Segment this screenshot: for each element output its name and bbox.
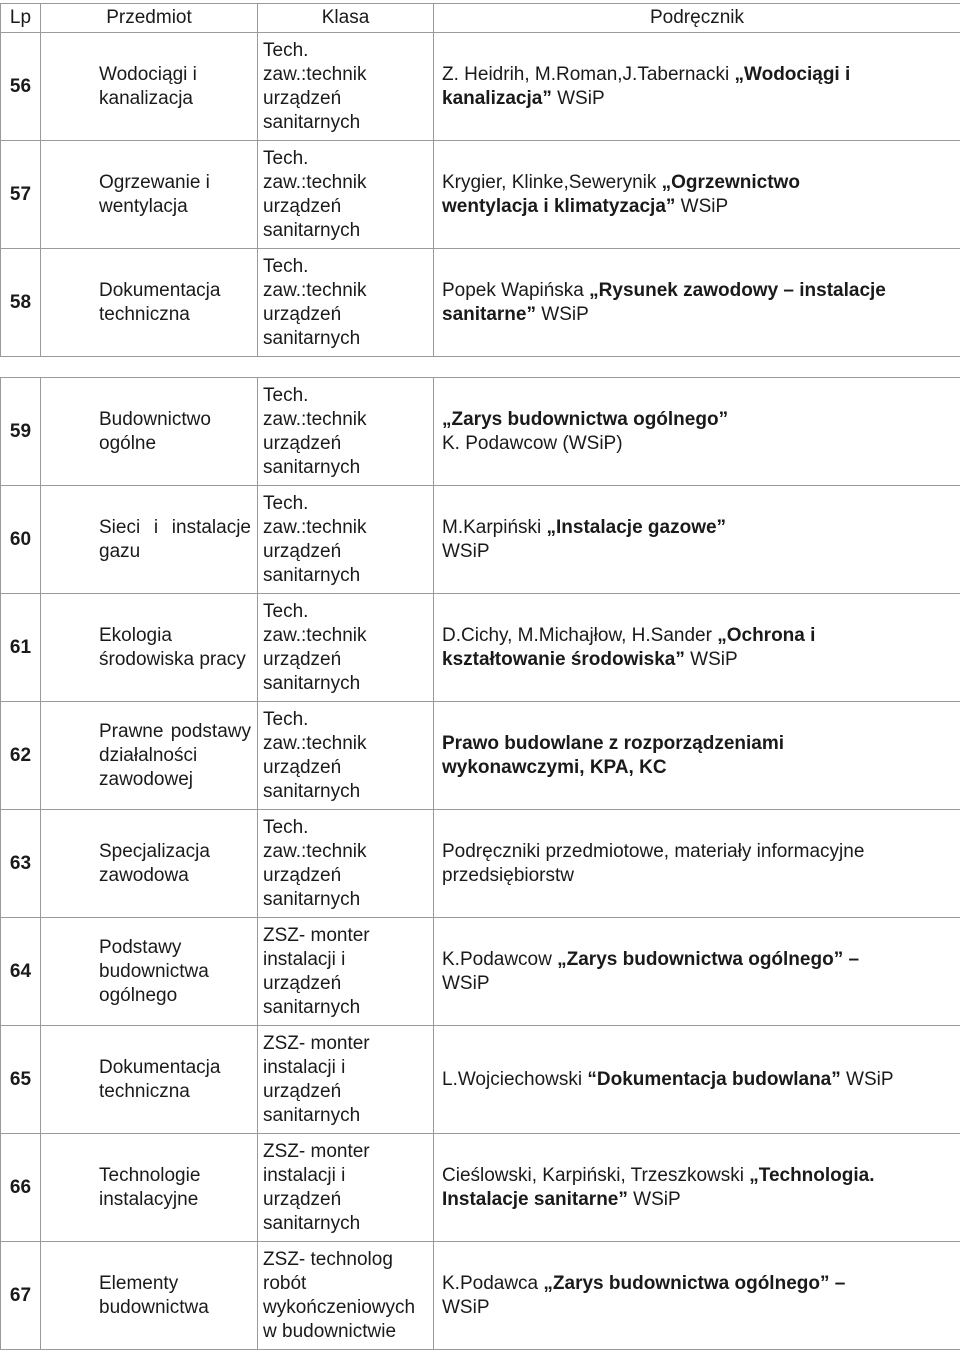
textbook-text: Z. Heidrih, M.Roman,J.Tabernacki	[442, 63, 735, 85]
subject-line: Ogrzewanie i	[99, 171, 210, 193]
row-number: 59	[1, 378, 41, 486]
textbook-line	[442, 972, 960, 996]
subject-line: instalacyjne	[99, 1188, 199, 1210]
class-line: Tech.	[263, 39, 309, 61]
table-row	[1, 594, 960, 702]
class-line: Tech.	[263, 708, 309, 730]
textbook-line	[442, 408, 960, 432]
textbook-cell	[434, 1026, 960, 1134]
class-line: sanitarnych	[263, 219, 361, 241]
textbook-text: L.Wojciechowski	[442, 1068, 588, 1090]
textbook-line	[442, 540, 960, 564]
class-line: sanitarnych	[263, 564, 361, 586]
class-cell	[258, 33, 434, 141]
textbook-line	[442, 648, 960, 672]
class-line: robót	[263, 1272, 307, 1294]
table-row	[1, 1026, 960, 1134]
row-number: 64	[1, 918, 41, 1026]
subject-line: Dokumentacja	[99, 279, 221, 301]
subject-line: środowiska pracy	[99, 648, 246, 670]
class-line: sanitarnych	[263, 672, 361, 694]
class-line: Tech.	[263, 255, 309, 277]
row-number: 66	[1, 1134, 41, 1242]
textbook-text: WSiP	[535, 303, 589, 325]
class-line: zaw.:technik	[263, 840, 367, 862]
textbook-text: sanitarne”	[442, 303, 536, 325]
subject-line: techniczna	[99, 1080, 190, 1102]
subject-line: Prawne podstawy	[99, 720, 251, 742]
textbook-cell	[434, 141, 960, 249]
textbook-line	[442, 516, 960, 540]
textbook-text: Prawo budowlane z rozporządzeniami	[442, 732, 785, 754]
subject-cell	[41, 1026, 258, 1134]
subject-cell	[41, 702, 258, 810]
subject-line: budownictwa	[99, 960, 209, 982]
class-line: urządzeń	[263, 303, 342, 325]
subject-line: zawodowa	[99, 864, 189, 886]
class-line: instalacji i	[263, 1164, 346, 1186]
class-line: urządzeń	[263, 972, 342, 994]
class-line: ZSZ- monter	[263, 1140, 370, 1162]
class-line: Tech.	[263, 384, 309, 406]
textbook-text: Krygier, Klinke,Sewerynik	[442, 171, 662, 193]
textbook-line	[442, 1296, 960, 1320]
textbook-text: K. Podawcow (WSiP)	[442, 432, 623, 454]
class-line: Tech.	[263, 492, 309, 514]
textbook-text: K.Podawcow	[442, 948, 558, 970]
row-number: 67	[1, 1242, 41, 1350]
subject-line: Technologie	[99, 1164, 201, 1186]
class-line: urządzeń	[263, 195, 342, 217]
textbook-line	[442, 864, 960, 888]
class-line: w budownictwie	[263, 1320, 397, 1342]
subject-cell	[41, 33, 258, 141]
class-cell	[258, 810, 434, 918]
subject-line: Wodociągi i	[99, 63, 197, 85]
table-row	[1, 486, 960, 594]
textbook-line	[442, 624, 960, 648]
row-number: 63	[1, 810, 41, 918]
class-line: urządzeń	[263, 1080, 342, 1102]
textbook-text: „Zarys budownictwa ogólnego”	[442, 408, 729, 430]
subject-cell	[41, 378, 258, 486]
row-number: 65	[1, 1026, 41, 1134]
class-line: sanitarnych	[263, 780, 361, 802]
subject-line: Ekologia	[99, 624, 172, 646]
class-line: urządzeń	[263, 432, 342, 454]
textbook-table-top	[0, 3, 960, 357]
subject-cell	[41, 486, 258, 594]
subject-line: Specjalizacja	[99, 840, 210, 862]
table-row	[1, 810, 960, 918]
textbook-table-bottom	[0, 377, 960, 1350]
textbook-cell	[434, 378, 960, 486]
class-line: zaw.:technik	[263, 408, 367, 430]
textbook-text: Cieślowski, Karpiński, Trzeszkowski	[442, 1164, 750, 1186]
class-line: Tech.	[263, 600, 309, 622]
table-row	[1, 378, 960, 486]
textbook-cell	[434, 918, 960, 1026]
subject-cell	[41, 810, 258, 918]
class-line: sanitarnych	[263, 456, 361, 478]
class-line: ZSZ- technolog	[263, 1248, 393, 1270]
class-cell	[258, 249, 434, 357]
textbook-text: „Ogrzewnictwo	[661, 171, 800, 193]
class-line: ZSZ- monter	[263, 924, 370, 946]
row-number: 58	[1, 249, 41, 357]
textbook-cell	[434, 594, 960, 702]
subject-line: Budownictwo	[99, 408, 211, 430]
class-line: zaw.:technik	[263, 624, 367, 646]
textbook-cell	[434, 702, 960, 810]
textbook-line	[442, 432, 960, 456]
subject-line: budownictwa	[99, 1296, 209, 1318]
textbook-line	[442, 63, 960, 87]
class-cell	[258, 141, 434, 249]
class-line: sanitarnych	[263, 111, 361, 133]
class-cell	[258, 378, 434, 486]
subject-line: techniczna	[99, 303, 190, 325]
row-number: 61	[1, 594, 41, 702]
table-header-row	[1, 4, 960, 33]
header-subject: Przedmiot	[41, 4, 258, 33]
subject-line: ogólnego	[99, 984, 178, 1006]
row-number: 62	[1, 702, 41, 810]
subject-line: ogólne	[99, 432, 157, 454]
textbook-cell	[434, 1242, 960, 1350]
textbook-cell	[434, 810, 960, 918]
textbook-cell	[434, 486, 960, 594]
class-line: wykończeniowych	[263, 1296, 416, 1318]
subject-line: Elementy	[99, 1272, 179, 1294]
class-cell	[258, 486, 434, 594]
textbook-text: WSiP	[627, 1188, 681, 1210]
textbook-text: WSiP	[675, 195, 729, 217]
textbook-text: Popek Wapińska	[442, 279, 590, 301]
class-cell	[258, 702, 434, 810]
textbook-line	[442, 303, 960, 327]
class-cell	[258, 1242, 434, 1350]
class-cell	[258, 1134, 434, 1242]
textbook-text: M.Karpiński	[442, 516, 547, 538]
subject-cell	[41, 594, 258, 702]
textbook-text: WSiP	[442, 1296, 490, 1318]
textbook-line	[442, 948, 960, 972]
textbook-text: „Zarys budownictwa ogólnego” –	[543, 1272, 846, 1294]
subject-cell	[41, 1242, 258, 1350]
textbook-line	[442, 840, 960, 864]
class-line: urządzeń	[263, 87, 342, 109]
table-row	[1, 918, 960, 1026]
textbook-line	[442, 1164, 960, 1188]
textbook-cell	[434, 249, 960, 357]
class-line: urządzeń	[263, 756, 342, 778]
textbook-text: WSiP	[442, 972, 490, 994]
class-line: zaw.:technik	[263, 63, 367, 85]
class-line: instalacji i	[263, 948, 346, 970]
textbook-text: K.Podawca	[442, 1272, 544, 1294]
textbook-text: WSiP	[442, 540, 490, 562]
table-row	[1, 141, 960, 249]
textbook-cell	[434, 33, 960, 141]
class-line: Tech.	[263, 816, 309, 838]
textbook-line	[442, 756, 960, 780]
class-line: sanitarnych	[263, 1104, 361, 1126]
textbook-line	[442, 1188, 960, 1212]
header-class: Klasa	[258, 4, 434, 33]
class-line: instalacji i	[263, 1056, 346, 1078]
subject-cell	[41, 249, 258, 357]
textbook-text: „Zarys budownictwa ogólnego” –	[557, 948, 860, 970]
subject-cell	[41, 918, 258, 1026]
subject-line: Podstawy	[99, 936, 182, 958]
table-row	[1, 1242, 960, 1350]
table-row	[1, 249, 960, 357]
textbook-line	[442, 87, 960, 111]
subject-line: Dokumentacja	[99, 1056, 221, 1078]
row-number: 57	[1, 141, 41, 249]
table-row	[1, 702, 960, 810]
class-line: sanitarnych	[263, 996, 361, 1018]
textbook-text: WSiP	[551, 87, 605, 109]
textbook-line	[442, 732, 960, 756]
textbook-text: D.Cichy, M.Michajłow, H.Sander	[442, 624, 718, 646]
subject-line: zawodowej	[99, 768, 193, 790]
class-line: urządzeń	[263, 1188, 342, 1210]
textbook-line	[442, 1272, 960, 1296]
textbook-text: kształtowanie środowiska”	[442, 648, 685, 670]
textbook-text: WSiP	[840, 1068, 894, 1090]
subject-line: gazu	[99, 540, 141, 562]
class-line: zaw.:technik	[263, 516, 367, 538]
table-row	[1, 33, 960, 141]
textbook-text: „Ochrona i	[717, 624, 816, 646]
table-row	[1, 1134, 960, 1242]
row-number: 60	[1, 486, 41, 594]
subject-line: kanalizacja	[99, 87, 193, 109]
subject-line: wentylacja	[99, 195, 188, 217]
class-line: urządzeń	[263, 648, 342, 670]
class-line: sanitarnych	[263, 1212, 361, 1234]
textbook-text: Instalacje sanitarne”	[442, 1188, 628, 1210]
subject-line: Sieci i instalacje	[99, 516, 251, 538]
textbook-text: WSiP	[684, 648, 738, 670]
class-cell	[258, 918, 434, 1026]
textbook-line	[442, 1068, 960, 1092]
class-line: Tech.	[263, 147, 309, 169]
header-lp: Lp	[1, 4, 41, 33]
class-line: urządzeń	[263, 540, 342, 562]
textbook-text: “Dokumentacja budowlana”	[587, 1068, 841, 1090]
textbook-text: kanalizacja”	[442, 87, 552, 109]
textbook-line	[442, 195, 960, 219]
textbook-text: „Wodociągi i	[734, 63, 851, 85]
textbook-cell	[434, 1134, 960, 1242]
subject-cell	[41, 1134, 258, 1242]
header-textbook: Podręcznik	[434, 4, 960, 33]
textbook-line	[442, 279, 960, 303]
textbook-text: wentylacja i klimatyzacja”	[442, 195, 676, 217]
class-cell	[258, 1026, 434, 1134]
class-line: sanitarnych	[263, 327, 361, 349]
class-line: ZSZ- monter	[263, 1032, 370, 1054]
subject-line: działalności	[99, 744, 198, 766]
class-line: zaw.:technik	[263, 732, 367, 754]
subject-cell	[41, 141, 258, 249]
class-line: zaw.:technik	[263, 171, 367, 193]
class-line: urządzeń	[263, 864, 342, 886]
textbook-line	[442, 171, 960, 195]
textbook-text: „Rysunek zawodowy – instalacje	[589, 279, 886, 301]
textbook-text: „Instalacje gazowe”	[546, 516, 727, 538]
class-cell	[258, 594, 434, 702]
textbook-text: Podręczniki przedmiotowe, materiały informacyjne	[442, 840, 865, 862]
class-line: zaw.:technik	[263, 279, 367, 301]
row-number: 56	[1, 33, 41, 141]
class-line: sanitarnych	[263, 888, 361, 910]
textbook-text: wykonawczymi, KPA, KC	[442, 756, 667, 778]
textbook-text: przedsiębiorstw	[442, 864, 574, 886]
textbook-text: „Technologia.	[749, 1164, 875, 1186]
